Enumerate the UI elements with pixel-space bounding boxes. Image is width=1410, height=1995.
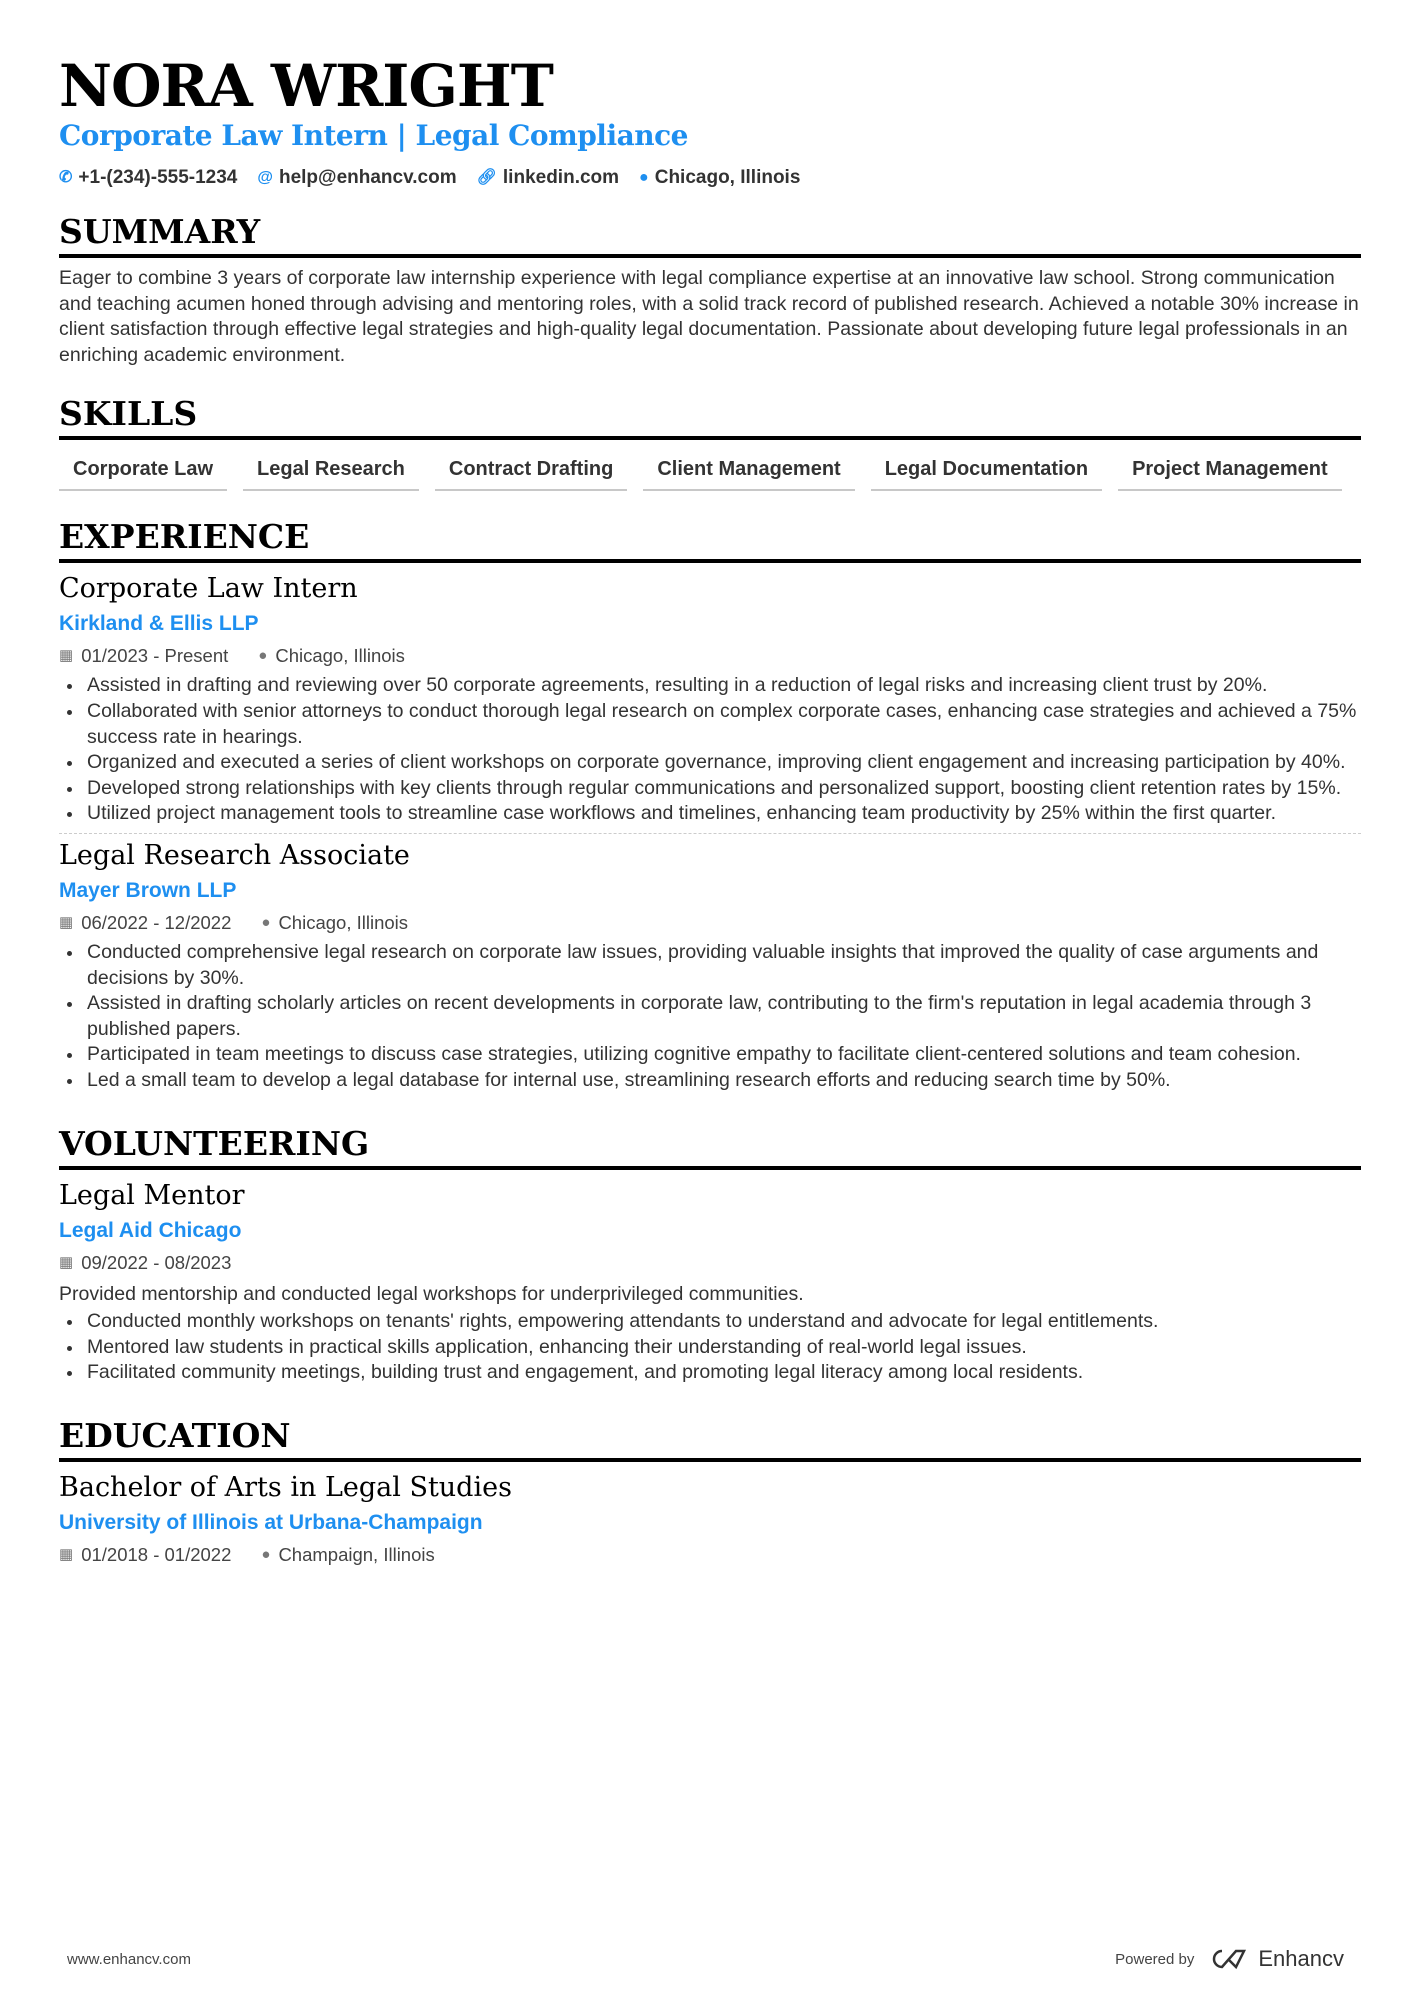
summary-section	[59, 212, 1361, 368]
powered-by-label: Powered by	[1115, 1950, 1195, 1968]
school-name: University of Illinois at Urbana-Champaign	[59, 1510, 483, 1534]
bullet-item: Facilitated community meetings, building trust and engagement, and promoting legal literacy among local residents.	[59, 1360, 1361, 1386]
company-name: Kirkland & Ellis LLP	[59, 612, 259, 636]
contact-list	[59, 166, 1361, 190]
at-icon: @	[257, 169, 273, 186]
experience-entry	[59, 571, 1361, 827]
education-dates: 01/2018 - 01/2022	[81, 1543, 232, 1565]
calendar-icon: ▦	[59, 1253, 74, 1271]
bullet-item: Collaborated with senior attorneys to conduct thorough legal research on complex corporate cases, enhancing case strategies and achieved a 75% success rate in hearings.	[59, 699, 1361, 750]
linkedin-text: linkedin.com	[502, 167, 620, 188]
summary-text: Eager to combine 3 years of corporate law internship experience with legal compliance expertise at an innovative law school. Strong communication and teaching acumen honed through advising and mentoring roles, with a solid track record of published research. Achieved a notable 30% increase in client satisfaction through effective legal strategies and high-quality legal documentation. Passionate about developing future legal professionals in an enriching academic environment.	[59, 267, 1359, 366]
contact-location	[639, 166, 800, 190]
calendar-icon: ▦	[59, 913, 74, 931]
calendar-icon: ▦	[59, 647, 74, 665]
contact-phone[interactable]	[59, 166, 237, 190]
headline: Corporate Law Intern | Legal Compliance	[59, 119, 688, 152]
contact-linkedin[interactable]	[477, 166, 619, 190]
organization-name: Legal Aid Chicago	[59, 1218, 242, 1242]
skill-tag: Client Management	[643, 452, 854, 491]
company-name: Mayer Brown LLP	[59, 878, 237, 902]
skill-tag: Corporate Law	[59, 452, 227, 491]
bullet-item: Utilized project management tools to streamline case workflows and timelines, enhancing team productivity by 25% within the first quarter.	[59, 801, 1361, 827]
brand-name: Enhancv	[1258, 1946, 1344, 1971]
bullet-item: Participated in team meetings to discuss case strategies, utilizing cognitive empathy to facilitate client-centered solutions and team cohesion.	[59, 1042, 1361, 1068]
job-location: Chicago, Illinois	[278, 911, 409, 933]
job-location: Chicago, Illinois	[275, 645, 405, 667]
role-title: Legal Mentor	[59, 1179, 245, 1211]
enhancv-logo-icon	[1208, 1947, 1252, 1971]
bullet-item: Mentored law students in practical skills application, enhancing their understanding of real-world legal issues.	[59, 1335, 1361, 1361]
experience-entry	[59, 838, 1361, 1094]
resume	[59, 50, 1361, 1568]
bullet-item: Assisted in drafting scholarly articles on recent developments in corporate law, contributing to the firm's reputation in legal academia through 3 published papers.	[59, 991, 1361, 1042]
link-icon: 🔗︎	[476, 169, 497, 186]
bullet-item: Organized and executed a series of client workshops on corporate governance, improving client engagement and increasing participation by 40%.	[59, 750, 1361, 776]
skill-tag: Legal Research	[243, 452, 419, 491]
phone-icon: ✆	[59, 169, 73, 186]
bullet-item: Conducted comprehensive legal research on corporate law issues, providing valuable insights that improved the quality of case arguments and decisions by 30%.	[59, 940, 1361, 991]
volunteer-description: Provided mentorship and conducted legal workshops for underprivileged communities.	[59, 1282, 804, 1305]
candidate-name: NORA WRIGHT	[59, 52, 553, 120]
location-text: Chicago, Illinois	[654, 167, 801, 188]
bullet-item: Developed strong relationships with key clients through regular communications and personalized support, boosting client retention rates by 15%.	[59, 776, 1361, 802]
volunteer-dates: 09/2022 - 08/2023	[81, 1251, 232, 1273]
calendar-icon: ▦	[59, 1545, 74, 1563]
entry-divider	[59, 833, 1361, 834]
job-title: Corporate Law Intern	[59, 573, 358, 605]
job-dates: 01/2023 - Present	[81, 645, 229, 667]
education-section	[59, 1416, 1361, 1568]
location-icon: ●	[261, 913, 271, 931]
bullet-item: Conducted monthly workshops on tenants' rights, empowering attendants to understand and advocate for legal entitlements.	[59, 1309, 1361, 1335]
job-title: Legal Research Associate	[59, 839, 410, 871]
degree-title: Bachelor of Arts in Legal Studies	[59, 1471, 512, 1503]
job-dates: 06/2022 - 12/2022	[81, 911, 232, 933]
skill-tag: Legal Documentation	[871, 452, 1102, 491]
experience-section	[59, 517, 1361, 1093]
skills-section	[59, 394, 1361, 491]
section-title: VOLUNTEERING	[59, 1124, 1361, 1170]
section-title: EXPERIENCE	[59, 517, 1361, 563]
section-title: SUMMARY	[59, 212, 1361, 258]
skill-tag: Contract Drafting	[435, 452, 627, 491]
education-location: Champaign, Illinois	[278, 1543, 435, 1565]
bullet-item: Led a small team to develop a legal database for internal use, streamlining research efforts and reducing search time by 50%.	[59, 1068, 1361, 1094]
footer	[67, 1946, 1344, 1972]
phone-text: +1-(234)-555-1234	[78, 167, 238, 188]
footer-website[interactable]: www.enhancv.com	[67, 1950, 191, 1968]
volunteering-section	[59, 1124, 1361, 1386]
section-title: SKILLS	[59, 394, 1361, 440]
bullet-item: Assisted in drafting and reviewing over 50 corporate agreements, resulting in a reduction of legal risks and increasing client trust by 20%.	[59, 673, 1361, 699]
location-icon: ●	[639, 169, 649, 186]
section-title: EDUCATION	[59, 1416, 1361, 1462]
enhancv-logo[interactable]	[1208, 1946, 1344, 1972]
contact-email[interactable]	[257, 166, 456, 190]
location-icon: ●	[258, 647, 268, 665]
email-text: help@enhancv.com	[278, 167, 457, 188]
skill-tag: Project Management	[1118, 452, 1342, 491]
location-icon: ●	[261, 1545, 271, 1563]
